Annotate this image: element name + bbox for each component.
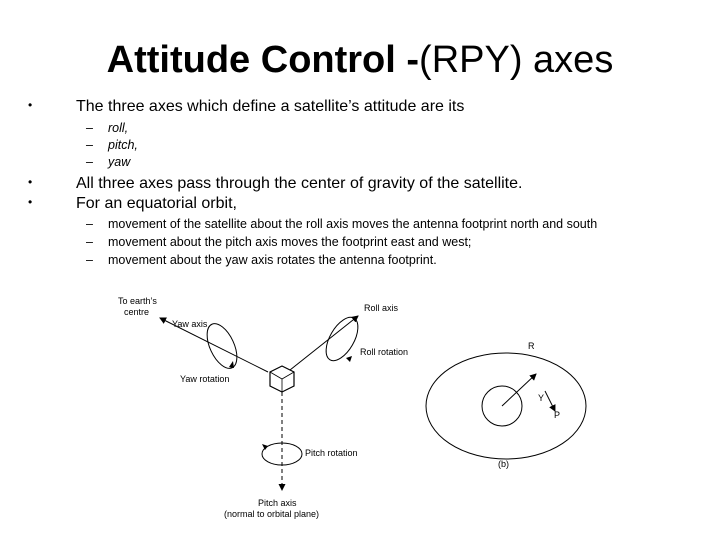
dash-icon: –	[86, 138, 93, 152]
roll-rotation-ellipse	[320, 312, 365, 366]
title-normal-part: (RPY) axes	[419, 39, 614, 81]
sub-bullet-text: pitch,	[108, 138, 138, 152]
pitch-rotation-ellipse	[262, 443, 302, 465]
bullet-dot-icon: •	[28, 175, 33, 189]
roll-rotation-arrow-icon	[346, 356, 352, 362]
dash-icon: –	[86, 253, 93, 267]
panel-b-diagram	[426, 341, 586, 469]
roll-axis-line	[290, 316, 358, 370]
label-roll-rotation: Roll rotation	[360, 347, 409, 357]
sub-bullet-text: movement about the yaw axis rotates the antenna footprint.	[108, 253, 437, 267]
label-to-earth-centre: centre	[124, 307, 150, 317]
label-to-earth: To earth’s	[118, 296, 157, 306]
label-pitch-rotation: Pitch rotation	[305, 448, 358, 458]
panel-a-diagram	[118, 296, 408, 519]
r-axis-line	[502, 374, 536, 406]
label-y: Y	[538, 393, 545, 403]
pitch-rotation-arrow-icon	[262, 444, 268, 450]
sub-bullet-text: movement of the satellite about the roll axis moves the antenna footprint north and south	[108, 217, 598, 231]
label-panel-b: (b)	[498, 459, 509, 469]
dash-icon: –	[86, 121, 93, 135]
bullet-dot-icon: •	[28, 98, 33, 112]
sub-bullet-text: roll,	[108, 121, 129, 135]
bullet-text: All three axes pass through the center of gravity of the satellite.	[76, 175, 523, 192]
sub-bullet-text: movement about the pitch axis moves the footprint east and west;	[108, 235, 472, 249]
dash-icon: –	[86, 217, 93, 231]
bullet-text: For an equatorial orbit,	[76, 195, 237, 212]
bullet-text: The three axes which define a satellite’s attitude are its	[76, 98, 465, 115]
dash-icon: –	[86, 155, 93, 169]
label-r: R	[528, 341, 535, 351]
title-bold-part: Attitude Control -	[106, 39, 420, 81]
yaw-rotation-arrow-icon	[229, 361, 234, 368]
dash-icon: –	[86, 235, 93, 249]
orbit-ellipse	[426, 353, 586, 459]
label-yaw-rotation: Yaw rotation	[180, 374, 230, 384]
label-roll-axis: Roll axis	[364, 303, 399, 313]
label-pitch-axis-note: (normal to orbital plane)	[224, 509, 320, 519]
label-p: P	[554, 410, 561, 420]
p-axis-line	[545, 391, 555, 411]
sub-bullet-text: yaw	[108, 155, 131, 169]
label-yaw-axis: Yaw axis	[172, 319, 208, 329]
bullet-dot-icon: •	[28, 195, 33, 209]
label-pitch-axis: Pitch axis	[258, 498, 297, 508]
